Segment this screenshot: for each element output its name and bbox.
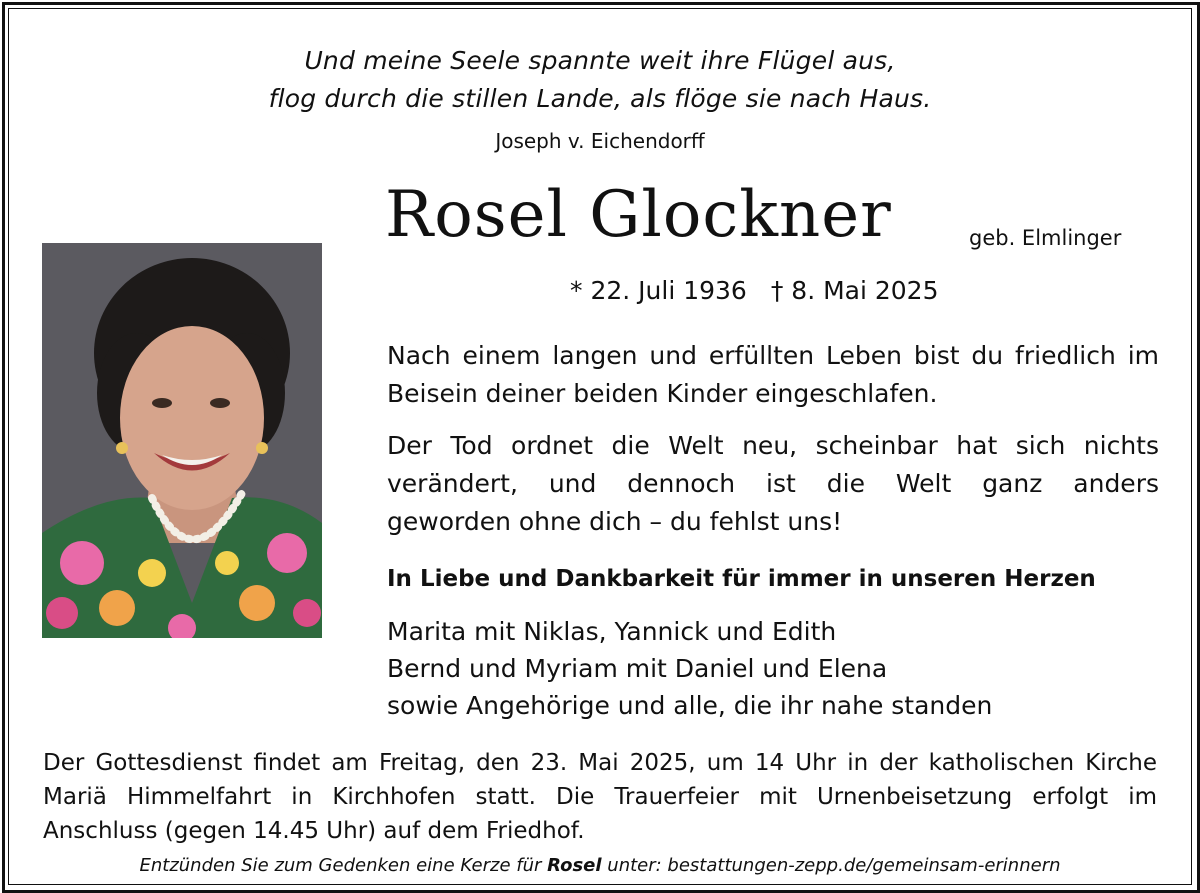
mourner-line: sowie Angehörige und alle, die ihr nahe standen bbox=[387, 691, 993, 720]
paragraph-farewell bbox=[387, 337, 1159, 413]
footer-text-before: Entzünden Sie zum Gedenken eine Kerze für bbox=[139, 855, 548, 876]
service-notice bbox=[43, 746, 1157, 848]
paragraph-line: Beisein deiner beiden Kinder eingeschlafen. bbox=[387, 379, 938, 408]
deceased-name: Rosel Glockner bbox=[385, 178, 892, 252]
mourners-heading: In Liebe und Dankbarkeit für immer in unseren Herzen bbox=[387, 566, 1096, 592]
mourner-line: Bernd und Myriam mit Daniel und Elena bbox=[387, 654, 888, 683]
life-dates bbox=[570, 276, 939, 305]
birth-name: geb. Elmlinger bbox=[969, 226, 1122, 250]
service-line: Mariä Himmelfahrt in Kirchhofen statt. Die Trauerfeier mit Urnenbeisetzung erfolgt im bbox=[43, 784, 1157, 810]
mourner-line: Marita mit Niklas, Yannick und Edith bbox=[387, 617, 837, 646]
memorial-candle-note bbox=[0, 855, 1200, 876]
portrait-photo bbox=[42, 243, 322, 638]
birth-date: * 22. Juli 1936 bbox=[570, 276, 747, 305]
quote-line-2: flog durch die stillen Lande, als flöge sie nach Haus. bbox=[268, 84, 932, 113]
service-line: Anschluss (gegen 14.45 Uhr) auf dem Friedhof. bbox=[43, 818, 585, 844]
death-date: † 8. Mai 2025 bbox=[770, 276, 939, 305]
quote-line-1: Und meine Seele spannte weit ihre Flügel aus, bbox=[304, 46, 896, 75]
paragraph-line: Nach einem langen und erfüllten Leben bist du friedlich im bbox=[387, 341, 1159, 370]
mourners-list bbox=[387, 613, 992, 724]
quote-author: Joseph v. Eichendorff bbox=[495, 129, 705, 153]
paragraph-line: geworden ohne dich – du fehlst uns! bbox=[387, 507, 843, 536]
footer-text-after: unter: bestattungen-zepp.de/gemeinsam-erinnern bbox=[601, 855, 1061, 876]
paragraph-line: Der Tod ordnet die Welt neu, scheinbar hat sich nichts bbox=[387, 431, 1159, 460]
paragraph-line: verändert, und dennoch ist die Welt ganz anders bbox=[387, 469, 1159, 498]
footer-name: Rosel bbox=[547, 855, 602, 876]
paragraph-reflection bbox=[387, 427, 1159, 541]
service-line: Der Gottesdienst findet am Freitag, den 23. Mai 2025, um 14 Uhr in der katholischen Kirche bbox=[43, 750, 1157, 776]
portrait-illustration bbox=[42, 243, 322, 638]
